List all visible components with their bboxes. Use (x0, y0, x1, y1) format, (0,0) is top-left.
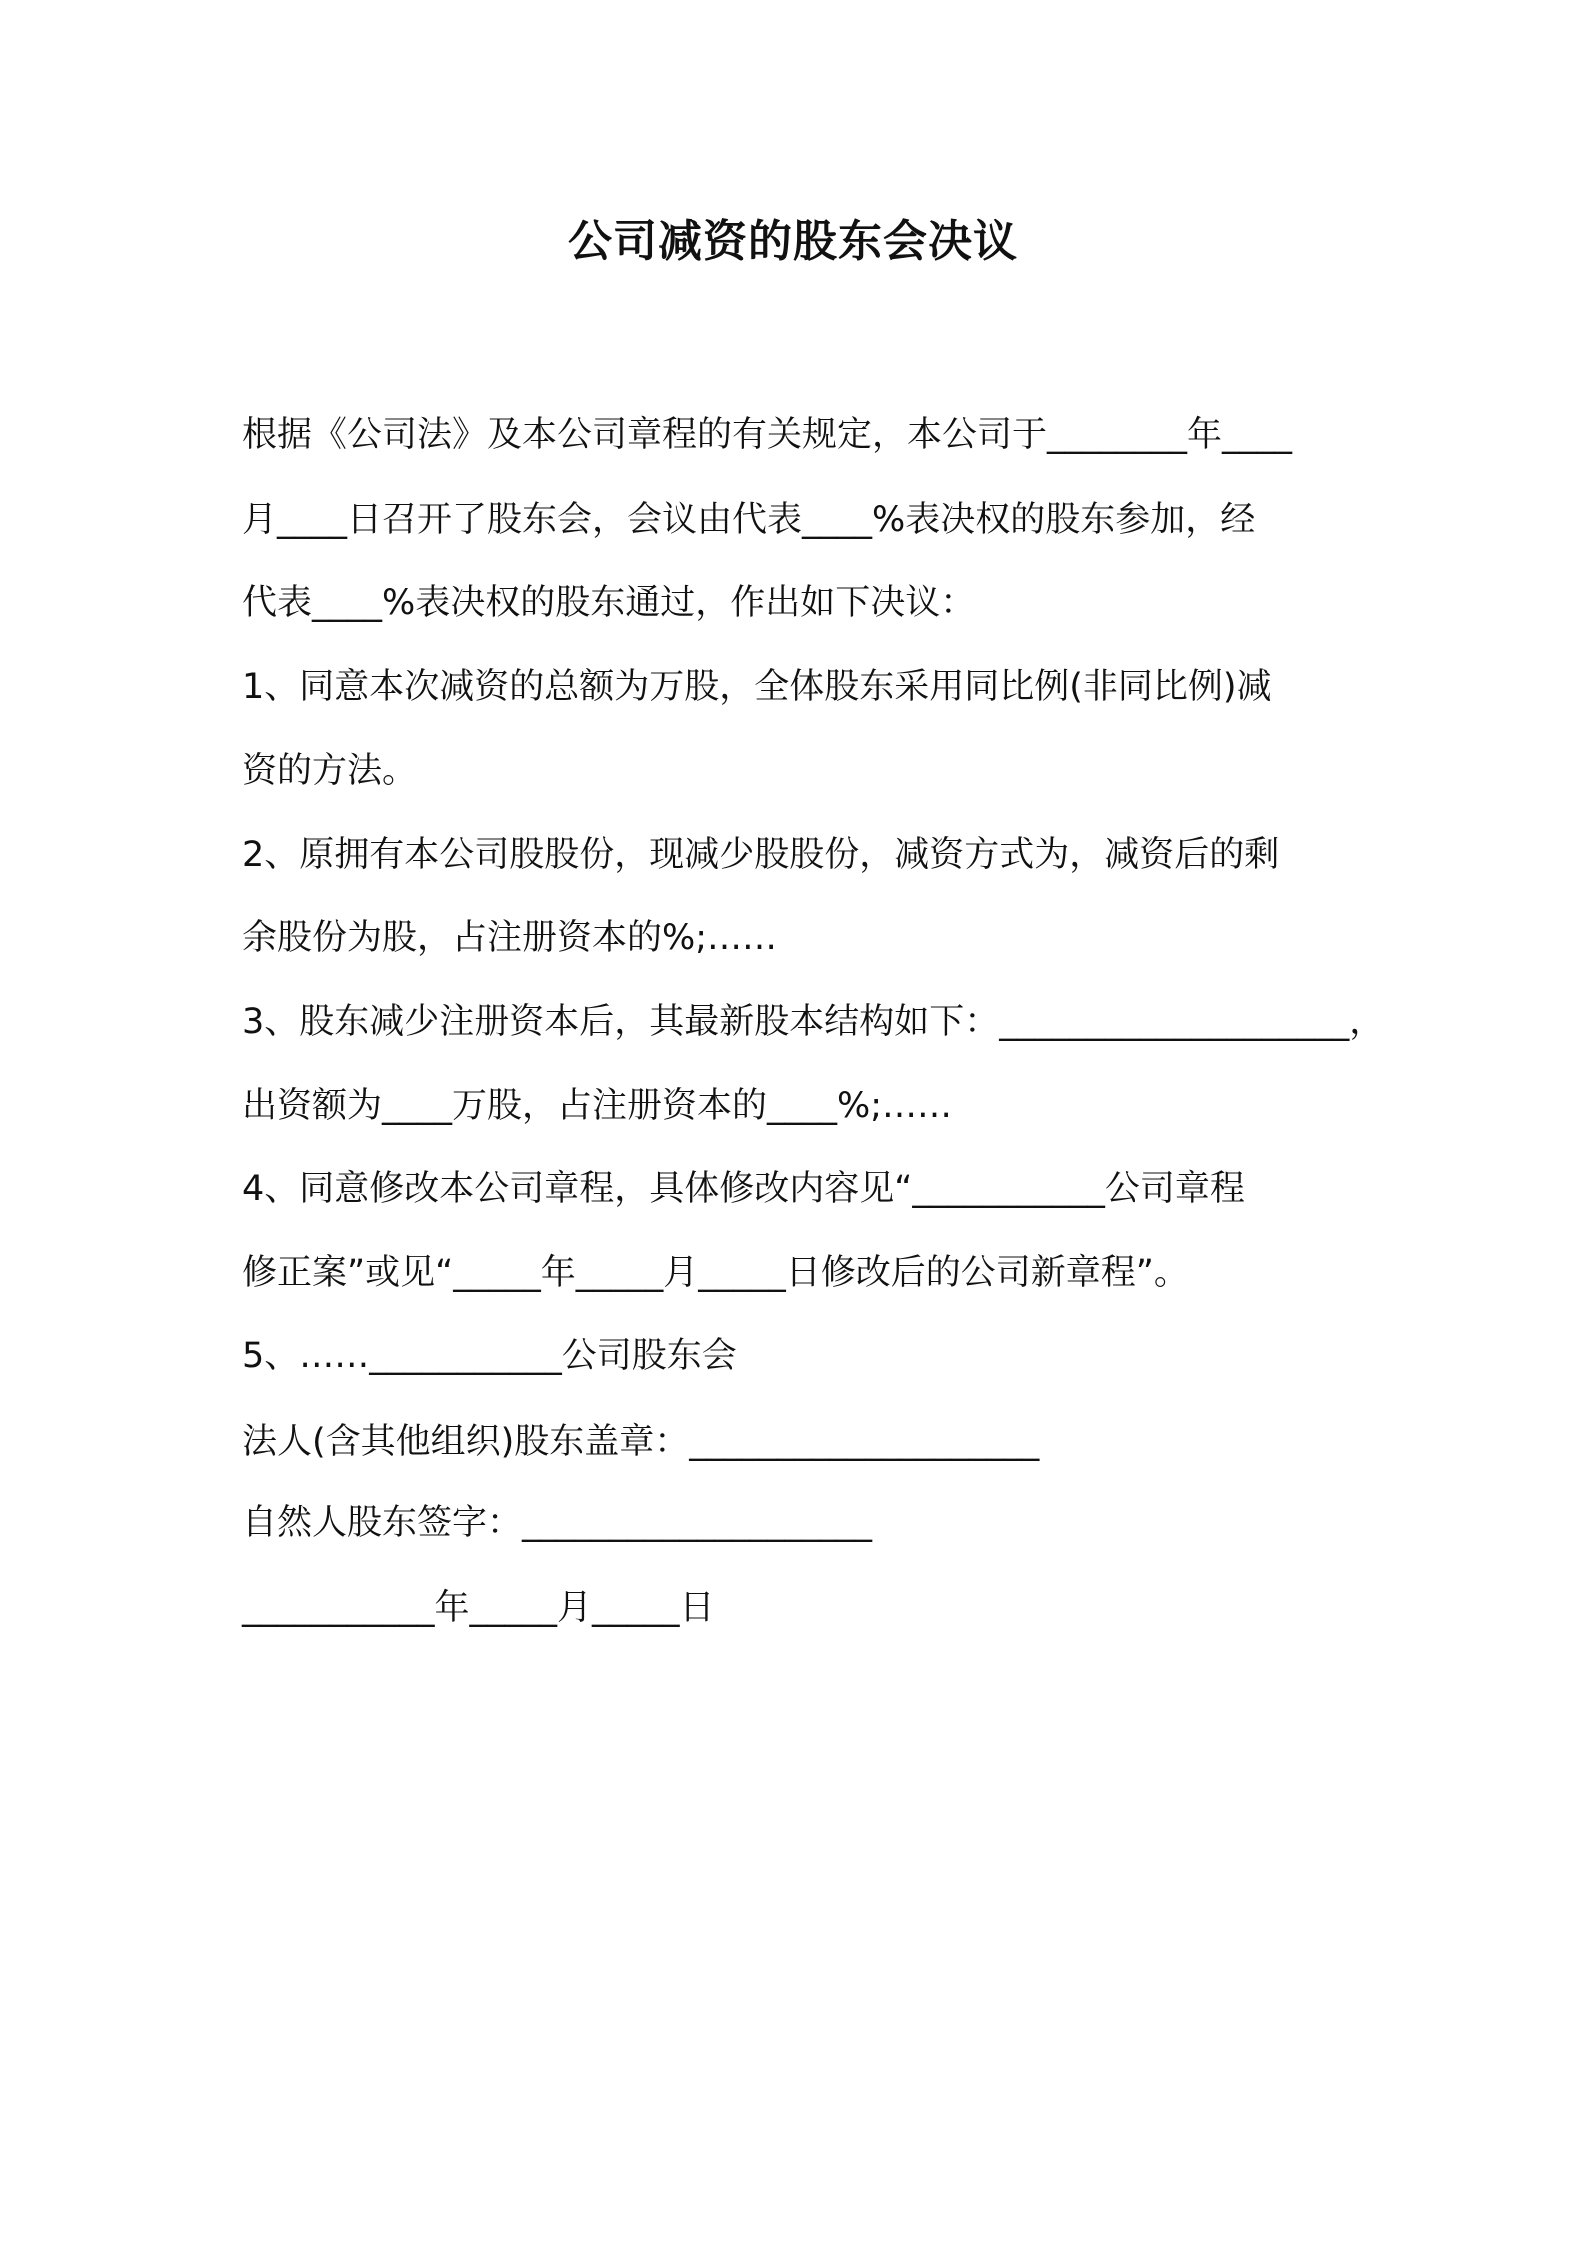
resolution-1-line-1: 1、同意本次减资的总额为万股，全体股东采用同比例(非同比例)减 (242, 667, 1272, 707)
resolution-5-line: 5、……___________公司股东会 (242, 1336, 737, 1376)
resolution-4-line-2: 修正案”或见“_____年_____月_____日修改后的公司新章程”。 (242, 1253, 1189, 1293)
resolution-3-line-1: 3、股东减少注册资本后，其最新股本结构如下：____________________， (242, 1002, 1385, 1042)
natural-person-signature-line: 自然人股东签字：____________________ (242, 1503, 873, 1543)
document-title: 公司减资的股东会决议 (568, 216, 1018, 267)
date-line: ___________年_____月_____日 (242, 1588, 715, 1628)
resolution-1-line-2: 资的方法。 (242, 751, 418, 791)
resolution-2-line-1: 2、原拥有本公司股股份，现减少股股份，减资方式为，减资后的剩 (242, 835, 1280, 875)
legal-person-seal-line: 法人(含其他组织)股东盖章：____________________ (242, 1422, 1040, 1462)
resolution-3-line-2: 出资额为____万股，占注册资本的____%;…… (242, 1086, 953, 1126)
resolution-4-line-1: 4、同意修改本公司章程，具体修改内容见“___________公司章程 (242, 1169, 1245, 1209)
paragraph-line-3: 代表____%表决权的股东通过，作出如下决议： (242, 583, 976, 623)
paragraph-line-1: 根据《公司法》及本公司章程的有关规定，本公司于________年____ (242, 415, 1293, 455)
resolution-2-line-2: 余股份为股，占注册资本的%;…… (242, 918, 778, 958)
paragraph-line-2: 月____日召开了股东会，会议由代表____%表决权的股东参加，经 (242, 500, 1256, 540)
